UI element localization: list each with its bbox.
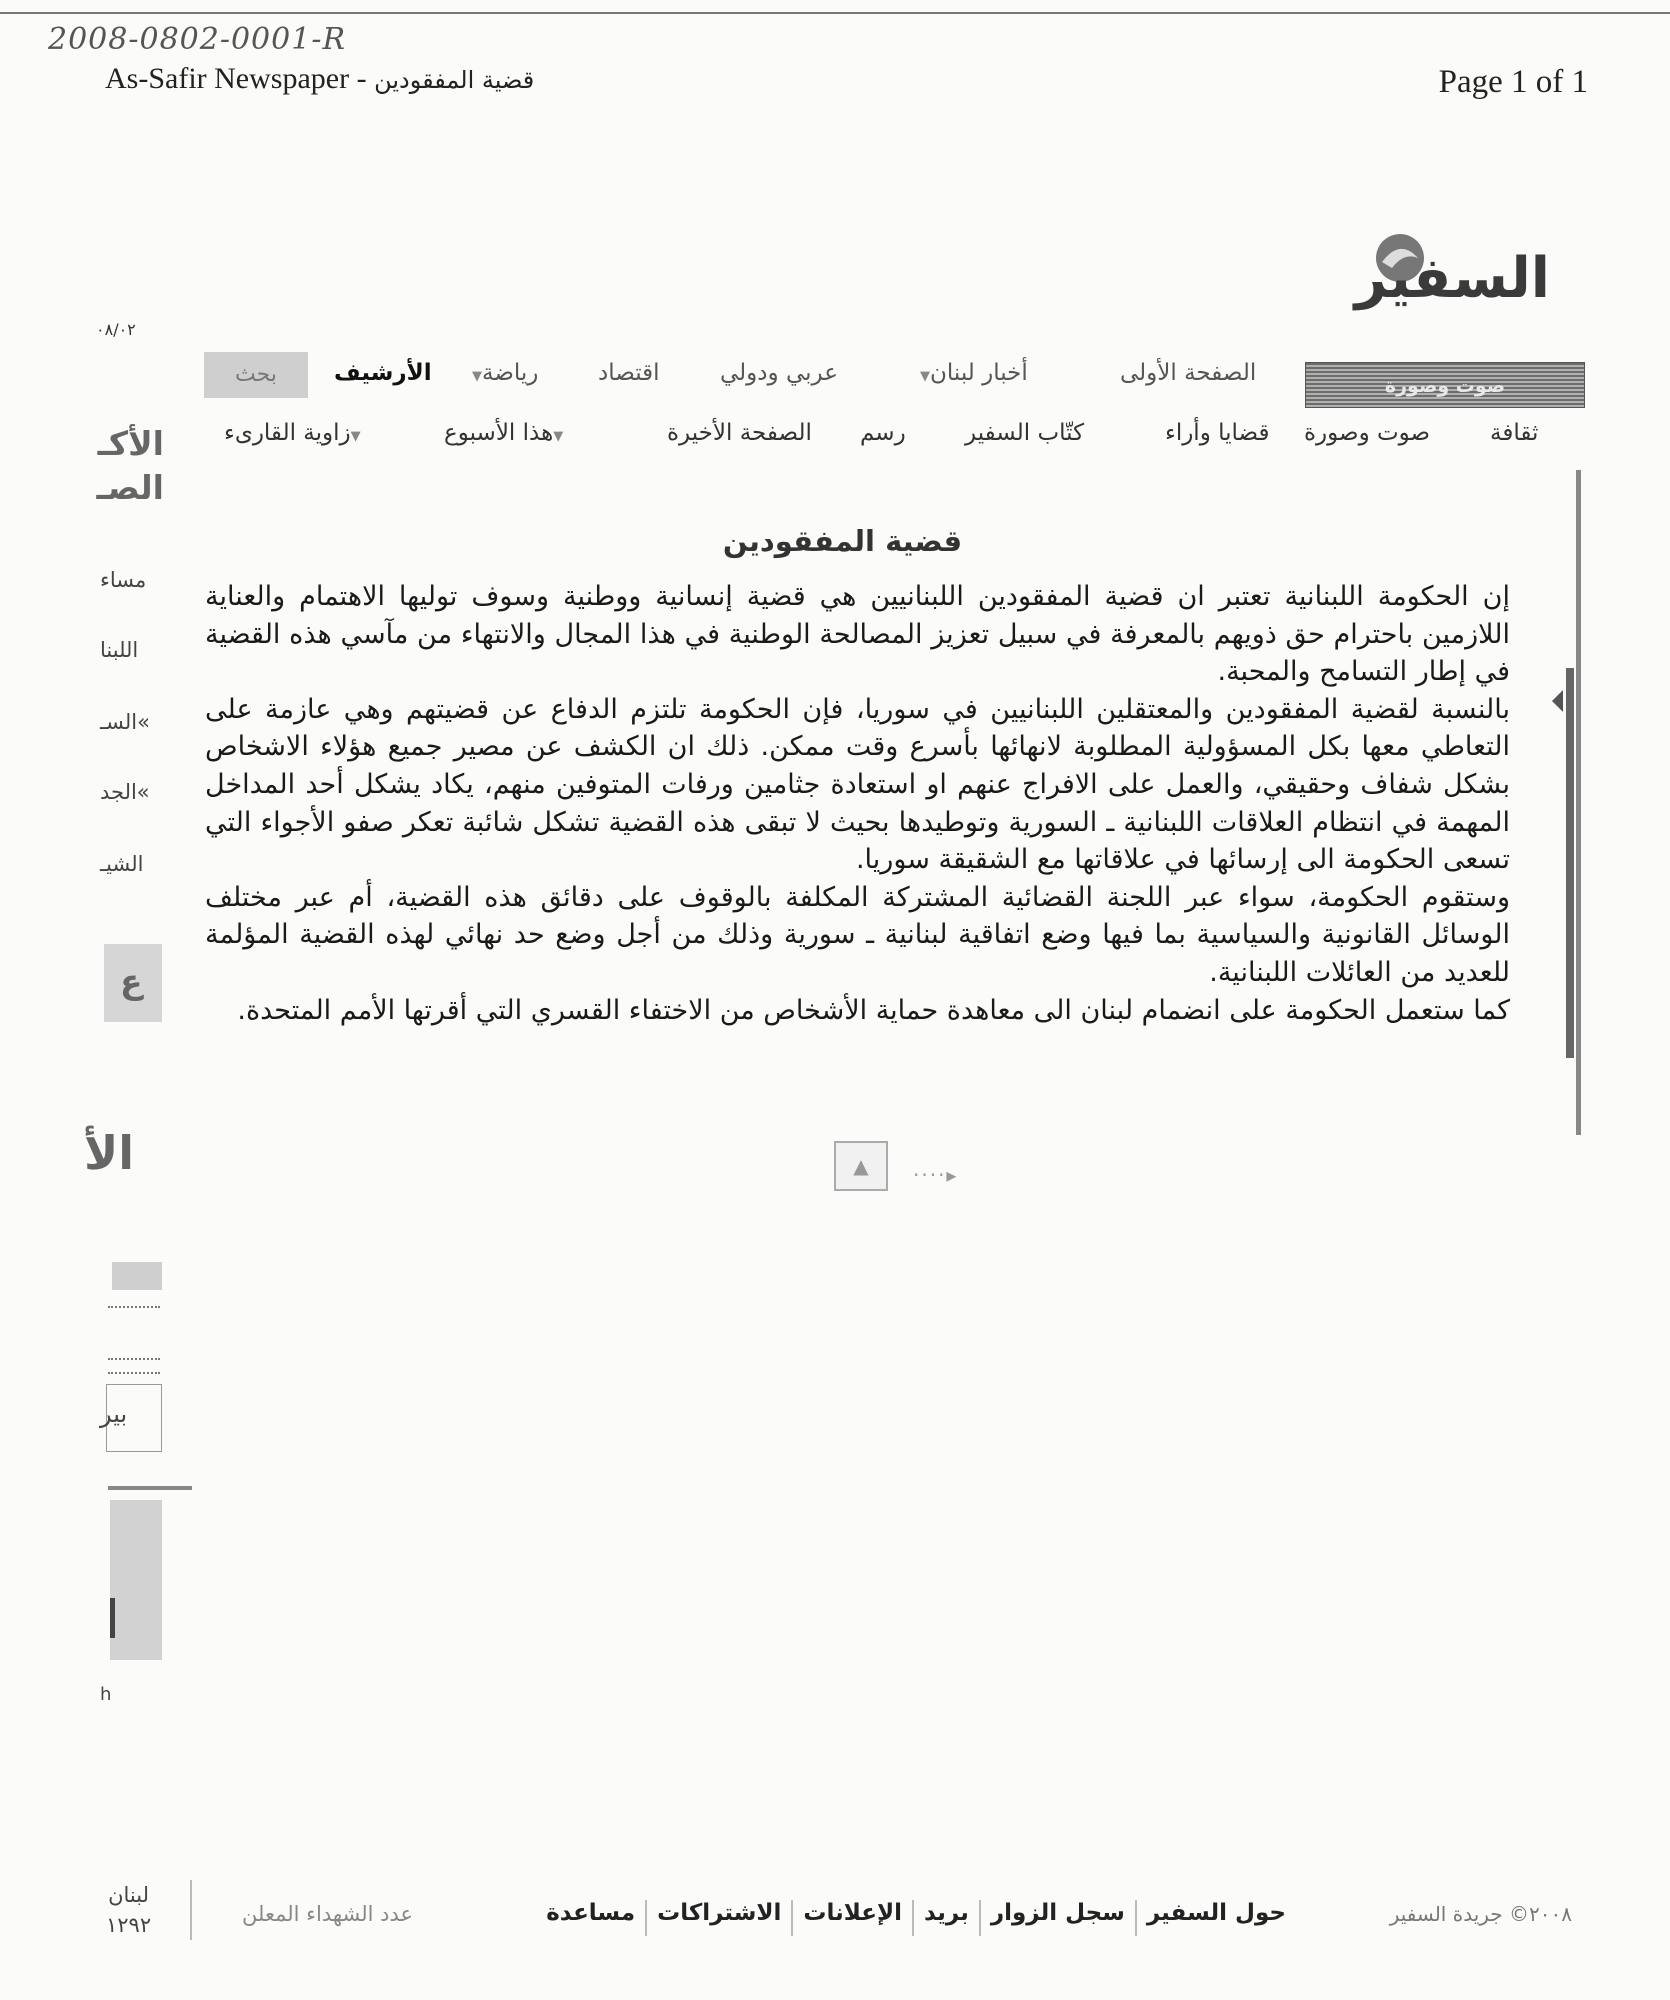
- copyright: ٢٠٠٨© جريدة السفير: [1389, 1902, 1572, 1926]
- site-logo[interactable]: [1310, 228, 1550, 328]
- article-paragraph: بالنسبة لقضية المفقودين والمعتقلين اللبنانيين في سوريا، فإن الحكومة تلتزم الدفاع عن قضيتهم وهي عازمة على التعاطي معها بكل المسؤولية المطلوبة لانهائها بأسرع وقت ممكن. ذلك ان الكشف عن مصير جميع هؤلاء الاشخاص بشكل شفاف وحقيقي، والعمل على الافراج عنهم او استعادة جثامين ورفات المتوفين منهم، يكاد يشكل أحد المداخل المهمة في انتظام العلاقات اللبنانية ـ السورية وتوطيدها بحيث لا تبقى هذه القضية تشكل شائبة تعكر صفو الأجواء التي تسعى الحكومة الى إرسائها في علاقاتها مع الشقيقة سوريا.: [205, 693, 1510, 876]
- nav-front-page[interactable]: الصفحة الأولى: [1120, 360, 1257, 386]
- divider: [791, 1900, 793, 1936]
- divider: [108, 1486, 192, 1490]
- sidebar-image-letter: ع: [120, 962, 143, 1001]
- chevron-down-icon: ▼: [920, 369, 930, 384]
- nav-issues-opinions[interactable]: قضايا وأراء: [1165, 420, 1270, 446]
- next-arrow-icon[interactable]: ····▸: [913, 1163, 959, 1187]
- divider: [108, 1372, 160, 1374]
- sidebar-date: ٠٨/٠٢: [96, 320, 136, 339]
- article-title: قضية المفقودين: [722, 524, 963, 558]
- sidebar-box-text: بير: [100, 1400, 128, 1428]
- article-paragraph: إن الحكومة اللبنانية تعتبر ان قضية المفقودين اللبنانيين هي قضية إنسانية ووطنية وسوف توليها الاهتمام والعناية اللازمين باحترام حق ذويهم بالمعرفة في سبيل تعزيز المصالحة الوطنية في هذا المجال والانتهاء من مآسي هذه القضية في إطار التسامح والمحبة.: [205, 581, 1510, 688]
- scrollbar-track[interactable]: [1576, 470, 1581, 1135]
- article-paragraph: وستقوم الحكومة، سواء عبر اللجنة القضائية المشتركة المكلفة بالوقوف على دقائق هذه القضية، أم عبر مختلف الوسائل القانونية والسياسية بما فيها وضع اتفاقية لبنانية ـ سورية وذلك من أجل وضع حد نهائي لهذه القضية المؤلمة للعديد من العائلات اللبنانية.: [205, 881, 1510, 988]
- sidebar-heading-1: الأكـ: [97, 424, 164, 463]
- divider: [1135, 1900, 1137, 1936]
- scroll-arrow-icon[interactable]: [1552, 690, 1563, 712]
- sidebar-link[interactable]: اللبنا: [100, 638, 139, 662]
- sidebar-link[interactable]: »السـ: [100, 710, 150, 734]
- print-header-title: [105, 62, 534, 96]
- divider: [108, 1358, 160, 1360]
- sidebar-link[interactable]: الشيـ: [100, 852, 144, 876]
- secondary-nav: [200, 420, 1585, 460]
- logo-text: السفير: [1354, 246, 1550, 311]
- chevron-down-icon: ▼: [350, 429, 361, 444]
- footer-link-about[interactable]: حول السفير: [1146, 1900, 1286, 1926]
- nav-audio-video-2[interactable]: صوت وصورة: [1304, 420, 1431, 446]
- chevron-down-icon: ▼: [472, 369, 482, 384]
- back-to-top-icon[interactable]: ▲: [834, 1141, 888, 1191]
- article-body: [205, 578, 1510, 1029]
- print-header-title-ar: قضية المفقودين: [374, 66, 535, 94]
- footer-link-mail[interactable]: بريد: [924, 1900, 969, 1926]
- sidebar-thumb: [112, 1262, 162, 1290]
- main-nav: [200, 352, 1585, 410]
- search-button[interactable]: بحث: [204, 352, 308, 398]
- sidebar-link[interactable]: مساء: [100, 568, 147, 592]
- nav-this-week[interactable]: [444, 420, 563, 446]
- sidebar-heading-3: الأ: [83, 1126, 134, 1180]
- scrollbar-thumb[interactable]: [1566, 668, 1574, 1058]
- sidebar-fragment: h: [100, 1684, 112, 1705]
- footer-link-help[interactable]: مساعدة: [546, 1900, 636, 1926]
- lebanon-label: لبنان: [108, 1883, 150, 1907]
- chevron-down-icon: ▼: [553, 429, 564, 444]
- footer-link-ads[interactable]: الإعلانات: [803, 1900, 902, 1926]
- nav-this-week-label: هذا الأسبوع: [444, 420, 554, 446]
- nav-lebanon-news[interactable]: [920, 360, 1028, 386]
- nav-arab-international[interactable]: عربي ودولي: [720, 360, 838, 386]
- footer-link-subscriptions[interactable]: الاشتراكات: [657, 1900, 782, 1926]
- nav-readers-corner[interactable]: [224, 420, 361, 446]
- martyrs-count-label: عدد الشهداء المعلن: [242, 1902, 414, 1926]
- sidebar-ad-mark: [110, 1598, 115, 1638]
- divider: [190, 1880, 192, 1940]
- nav-writers[interactable]: كتّاب السفير: [965, 420, 1085, 446]
- sidebar-ad[interactable]: [110, 1500, 162, 1660]
- divider: [979, 1900, 981, 1936]
- nav-audio-video[interactable]: صوت وصورة: [1305, 362, 1585, 408]
- sidebar-link[interactable]: »الجد: [100, 780, 150, 804]
- nav-culture[interactable]: ثقافة: [1490, 420, 1539, 446]
- nav-sports-label: رياضة: [482, 360, 539, 386]
- divider: [645, 1900, 647, 1936]
- article-paragraph: كما ستعمل الحكومة على انضمام لبنان الى معاهدة حماية الأشخاص من الاختفاء القسري التي أقرتها الأمم المتحدة.: [237, 994, 1510, 1026]
- nav-economy[interactable]: اقتصاد: [598, 360, 660, 386]
- nav-archive[interactable]: الأرشيف: [334, 360, 432, 386]
- scan-code: 2008-0802-0001-R: [48, 22, 347, 57]
- lebanon-counter: [106, 1880, 151, 1940]
- footer: [0, 1880, 1670, 1940]
- article: [205, 524, 1510, 1029]
- sidebar-heading-2: الصـ: [96, 468, 164, 507]
- divider: [912, 1900, 914, 1936]
- footer-link-guestbook[interactable]: سجل الزوار: [990, 1900, 1125, 1926]
- divider: [108, 1306, 160, 1308]
- print-header-title-en: As-Safir Newspaper -: [105, 62, 375, 95]
- nav-readers-corner-label: زاوية القارىء: [224, 420, 351, 446]
- nav-last-page[interactable]: الصفحة الأخيرة: [667, 420, 812, 446]
- nav-lebanon-news-label: أخبار لبنان: [930, 360, 1028, 386]
- footer-links: [540, 1900, 1292, 1936]
- lebanon-count: ١٢٩٢: [106, 1913, 152, 1937]
- nav-cartoon[interactable]: رسم: [860, 420, 906, 446]
- top-rule: [0, 12, 1670, 14]
- nav-sports[interactable]: [472, 360, 538, 386]
- page-number: Page 1 of 1: [1438, 64, 1588, 100]
